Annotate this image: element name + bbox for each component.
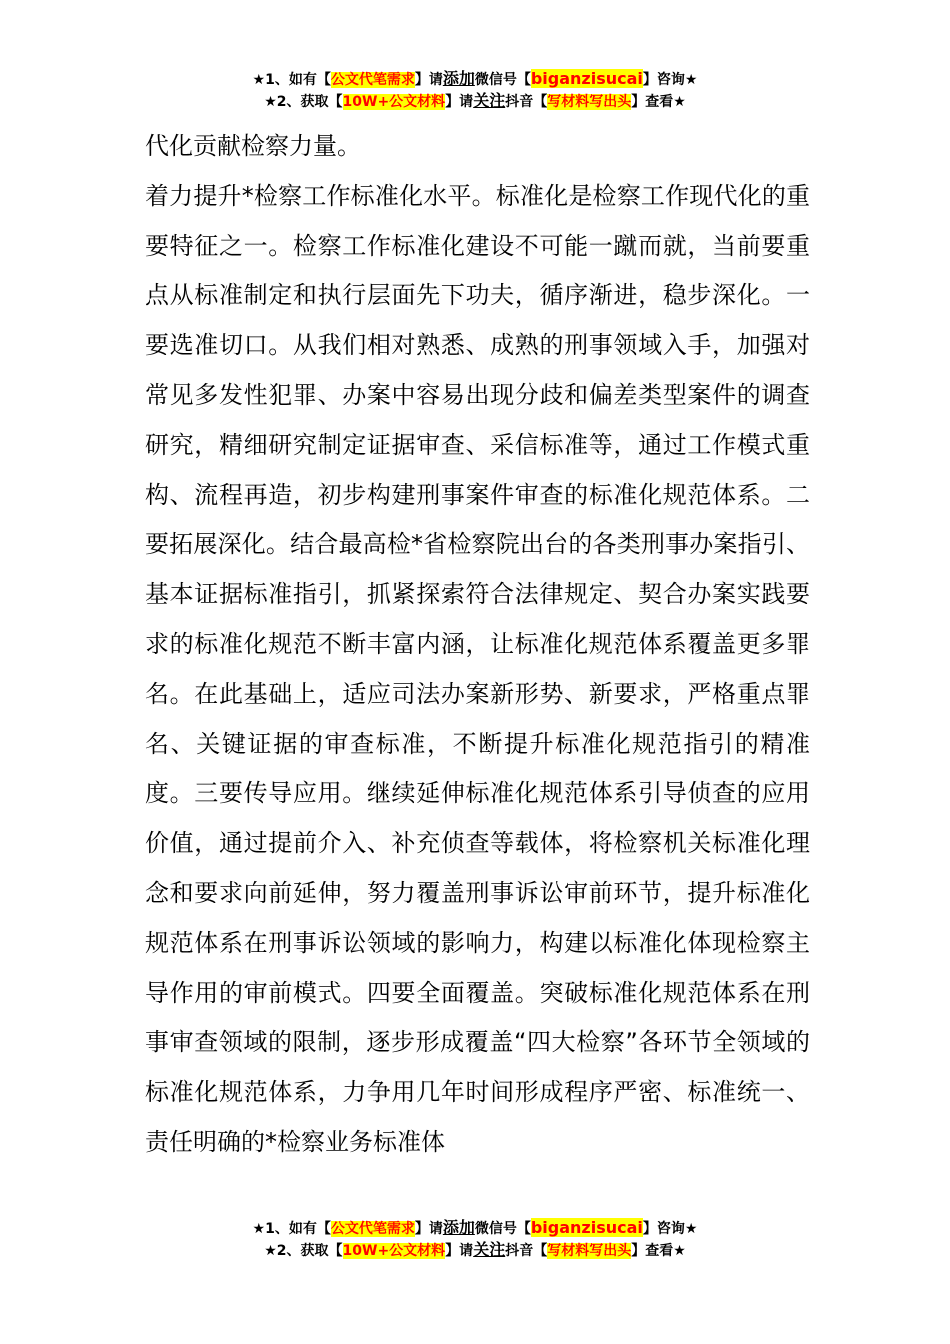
banner-line-2 — [0, 1239, 950, 1261]
header-banner — [0, 68, 950, 112]
banner-text: ★1、如有【 — [252, 1221, 331, 1237]
banner-emphasis: 添加 — [442, 69, 475, 88]
banner-text: 微信号【 — [474, 1221, 531, 1237]
banner-emphasis: 关注 — [473, 1240, 506, 1259]
document-body — [145, 122, 810, 1168]
banner-line-1 — [0, 1217, 950, 1239]
banner-text: 】请 — [414, 1221, 443, 1237]
banner-emphasis: 添加 — [442, 1218, 475, 1237]
banner-line-2 — [0, 90, 950, 112]
banner-highlight: 10W+公文材料 — [342, 1243, 446, 1259]
banner-highlight: 公文代笔需求 — [330, 1221, 415, 1237]
banner-text: 】请 — [445, 94, 474, 110]
banner-text: 】请 — [445, 1243, 474, 1259]
banner-text: ★2、获取【 — [264, 94, 343, 110]
banner-text: ★2、获取【 — [264, 1243, 343, 1259]
banner-emphasis: 关注 — [473, 91, 506, 110]
paragraph: 代化贡献检察力量。 — [145, 132, 361, 160]
banner-douyin-id: 写材料写出头 — [547, 94, 632, 110]
paragraph: 着力提升*检察工作标准化水平。标准化是检察工作现代化的重要特征之一。检察工作标准化建设不可能一蹴而就，当前要重点从标准制定和执行层面先下功夫，循序渐进，稳步深化。一要选准切口。从我们相对熟悉、成熟的刑事领域入手，加强对常见多发性犯罪、办案中容易出现分歧和偏差类型案件的调查研究，精细研究制定证据审查、采信标准等，通过工作模式重构、流程再造，初步构建刑事案件审查的标准化规范体系。二要拓展深化。结合最高检*省检察院出台的各类刑事办案指引、基本证据标准指引，抓紧探索符合法律规定、契合办案实践要求的标准化规范不断丰富内涵，让标准化规范体系覆盖更多罪名。在此基础上，适应司法办案新形势、新要求，严格重点罪名、关键证据的审查标准，不断提升标准化规范指引的精准度。三要传导应用。继续延伸标准化规范体系引导侦查的应用价值，通过提前介入、补充侦查等载体，将检察机关标准化理念和要求向前延伸，努力覆盖刑事诉讼审前环节，提升标准化规范体系在刑事诉讼领域的影响力，构建以标准化体现检察主导作用的审前模式。四要全面覆盖。突破标准化规范体系在刑事审查领域的限制，逐步形成覆盖“四大检察”各环节全领域的标准化规范体系，力争用几年时间形成程序严密、标准统一、责任明确的*检察业务标准体 — [145, 181, 810, 1156]
banner-text: 】查看★ — [631, 94, 686, 110]
banner-text: 抖音【 — [505, 1243, 548, 1259]
banner-text: 抖音【 — [505, 94, 548, 110]
banner-line-1 — [0, 68, 950, 90]
banner-highlight: 公文代笔需求 — [330, 72, 415, 88]
banner-text: 】查看★ — [631, 1243, 686, 1259]
banner-text: 】咨询★ — [642, 72, 698, 88]
banner-text: 微信号【 — [474, 72, 531, 88]
banner-douyin-id: 写材料写出头 — [547, 1243, 632, 1259]
banner-wechat-id: biganzisucai — [530, 1218, 643, 1237]
banner-wechat-id: biganzisucai — [530, 69, 643, 88]
banner-text: ★1、如有【 — [252, 72, 331, 88]
banner-highlight: 10W+公文材料 — [342, 94, 446, 110]
footer-banner — [0, 1217, 950, 1261]
banner-text: 】请 — [414, 72, 443, 88]
banner-text: 】咨询★ — [642, 1221, 698, 1237]
